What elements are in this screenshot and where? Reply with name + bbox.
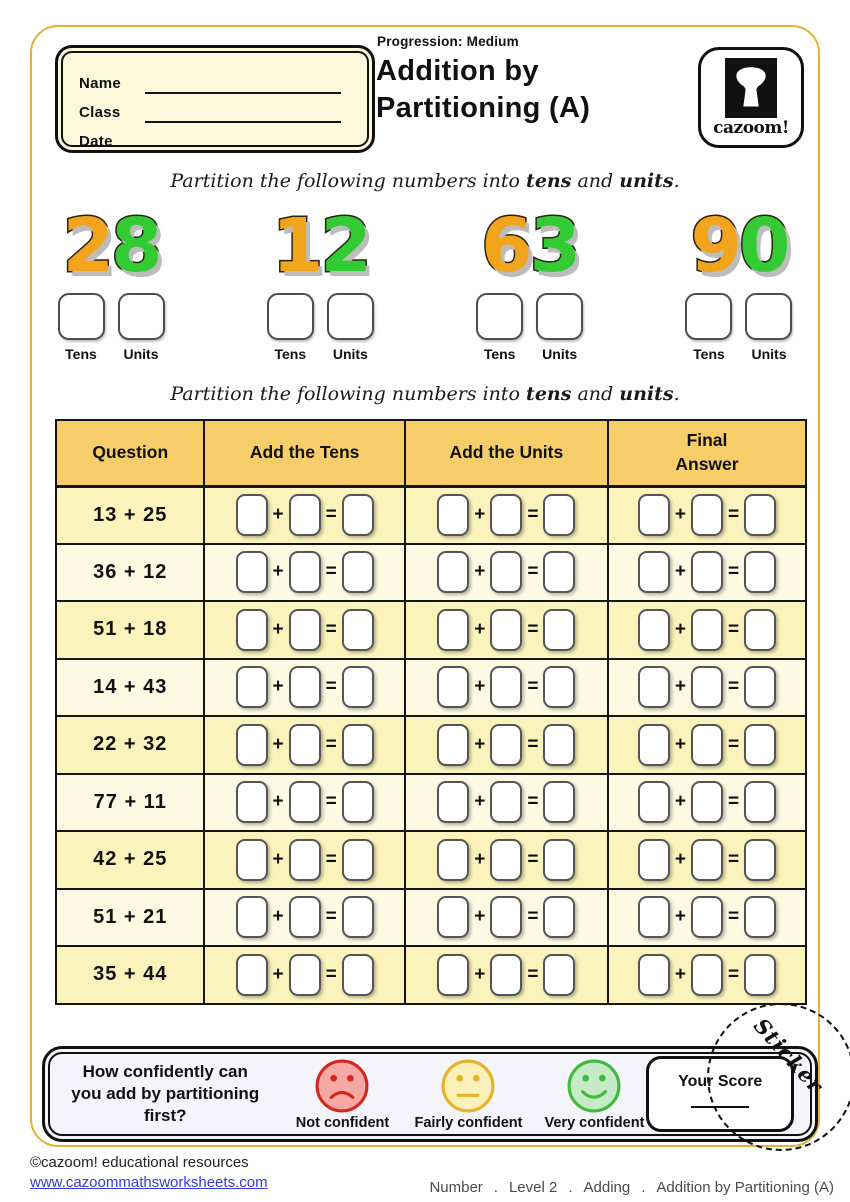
plus-sign: + <box>474 561 486 583</box>
date-label: Date <box>79 133 113 150</box>
partition-number <box>683 202 795 290</box>
sticker-circle <box>707 1003 850 1151</box>
plus-sign: + <box>272 561 284 583</box>
answer-box[interactable] <box>744 954 776 996</box>
plus-sign: + <box>674 848 686 870</box>
plus-sign: + <box>474 676 486 698</box>
answer-box[interactable] <box>490 494 522 536</box>
plus-sign: + <box>474 848 486 870</box>
plus-sign: + <box>674 561 686 583</box>
answer-box[interactable] <box>744 896 776 938</box>
name-label: Name <box>79 75 122 92</box>
answer-box[interactable] <box>490 781 522 823</box>
website-link[interactable]: www.cazoommathsworksheets.com <box>30 1174 268 1191</box>
happy-face-icon <box>566 1058 622 1114</box>
plus-sign: + <box>272 906 284 928</box>
answer-box[interactable] <box>490 839 522 881</box>
question-cell: 36 + 12 <box>56 544 204 602</box>
equals-sign: = <box>325 618 337 640</box>
tens-answer-box[interactable] <box>267 293 314 340</box>
tens-label: Tens <box>65 346 97 362</box>
add-tens-cell <box>204 544 404 602</box>
answer-box[interactable] <box>490 896 522 938</box>
units-answer-box[interactable] <box>327 293 374 340</box>
units-digit: 8 <box>111 203 160 289</box>
tens-digit: 6 <box>481 203 530 289</box>
add-tens-cell <box>204 486 404 544</box>
plus-sign: + <box>272 504 284 525</box>
answer-box[interactable] <box>744 724 776 766</box>
units-answer-box[interactable] <box>118 293 165 340</box>
tens-word: tens <box>526 170 572 192</box>
table-row <box>56 601 806 659</box>
partition-group <box>55 202 167 362</box>
tens-answer-box[interactable] <box>58 293 105 340</box>
progression-level: Progression: Medium <box>377 34 519 49</box>
plus-sign: + <box>474 963 486 985</box>
table-row <box>56 946 806 1004</box>
table-row <box>56 544 806 602</box>
header-question: Question <box>56 420 204 486</box>
answer-box[interactable] <box>437 609 469 651</box>
equals-sign: = <box>527 963 539 985</box>
copyright-text: ©cazoom! educational resources <box>30 1154 249 1171</box>
sad-face-icon <box>314 1058 370 1114</box>
equals-sign: = <box>727 618 740 640</box>
units-word: units <box>619 383 674 405</box>
plus-sign: + <box>674 504 686 525</box>
answer-box[interactable] <box>437 839 469 881</box>
answer-box[interactable] <box>236 609 268 651</box>
equals-sign: = <box>325 561 337 583</box>
final-answer-cell <box>608 544 806 602</box>
tens-label: Tens <box>693 346 725 362</box>
answer-box[interactable] <box>744 781 776 823</box>
tens-answer-box[interactable] <box>685 293 732 340</box>
plus-sign: + <box>272 618 284 640</box>
tens-label: Tens <box>483 346 516 362</box>
equals-sign: = <box>325 963 337 985</box>
answer-box[interactable] <box>691 609 723 651</box>
answer-box[interactable] <box>543 666 575 708</box>
table-header-row <box>56 420 806 486</box>
class-input-line[interactable] <box>145 103 341 123</box>
class-label: Class <box>79 104 121 121</box>
question-cell: 51 + 21 <box>56 889 204 947</box>
logo-wordmark: cazoom! <box>713 118 789 138</box>
question-cell: 13 + 25 <box>56 486 204 544</box>
confidence-bar-inner <box>48 1052 812 1136</box>
units-digit: 0 <box>738 203 788 289</box>
header-final-answer: Final Answer <box>608 420 806 486</box>
add-tens-cell <box>204 716 404 774</box>
partition-number <box>474 202 586 290</box>
table-row <box>56 774 806 832</box>
final-answer-cell <box>608 716 806 774</box>
answer-box[interactable] <box>236 551 268 593</box>
table-row <box>56 716 806 774</box>
answer-box[interactable] <box>236 781 268 823</box>
add-units-cell <box>405 889 608 947</box>
answer-box[interactable] <box>342 724 374 766</box>
plus-sign: + <box>674 676 686 698</box>
title-line-1: Addition by <box>376 55 539 87</box>
final-answer-cell <box>608 889 806 947</box>
answer-box[interactable] <box>236 666 268 708</box>
add-units-cell <box>405 774 608 832</box>
answer-box[interactable] <box>490 724 522 766</box>
plus-sign: + <box>474 791 486 813</box>
answer-box[interactable] <box>638 609 670 651</box>
table-row <box>56 486 806 544</box>
equals-sign: = <box>727 963 740 985</box>
tens-word: tens <box>526 383 572 405</box>
answer-box[interactable] <box>638 494 670 536</box>
question-cell: 51 + 18 <box>56 601 204 659</box>
answer-box[interactable] <box>342 839 374 881</box>
units-label: Units <box>542 346 578 362</box>
answer-box[interactable] <box>744 839 776 881</box>
name-class-date-inner <box>61 51 369 150</box>
period: . <box>673 383 680 405</box>
tens-label: Tens <box>274 346 307 362</box>
footer-credits <box>30 1153 268 1193</box>
units-digit: 3 <box>529 203 579 289</box>
breadcrumb-separator: . <box>493 1179 498 1196</box>
page-title <box>376 53 590 127</box>
add-tens-cell <box>204 774 404 832</box>
answer-box[interactable] <box>236 896 268 938</box>
units-label: Units <box>751 346 787 362</box>
tens-digit: 9 <box>690 203 739 289</box>
final-answer-cell <box>608 774 806 832</box>
plus-sign: + <box>474 906 486 928</box>
answer-box[interactable] <box>543 896 575 938</box>
partition-group <box>683 202 795 362</box>
plus-sign: + <box>272 733 284 755</box>
equals-sign: = <box>727 848 740 870</box>
equals-sign: = <box>527 733 539 755</box>
confidence-option-sad[interactable] <box>290 1058 394 1131</box>
answer-box[interactable] <box>490 609 522 651</box>
title-line-2: Partitioning (A) <box>376 92 591 124</box>
answer-box[interactable] <box>543 551 575 593</box>
add-tens-cell <box>204 946 404 1004</box>
tens-digit: 1 <box>271 203 321 289</box>
units-word: units <box>619 170 674 192</box>
answer-box[interactable] <box>236 724 268 766</box>
score-label: Your Score <box>678 1073 763 1090</box>
table-row <box>56 831 806 889</box>
question-cell: 35 + 44 <box>56 946 204 1004</box>
answer-box[interactable] <box>236 839 268 881</box>
partition-group <box>264 202 376 362</box>
answer-box[interactable] <box>638 724 670 766</box>
equals-sign: = <box>527 848 539 870</box>
equals-sign: = <box>325 676 337 698</box>
equals-sign: = <box>727 791 740 813</box>
instruction-text: Partition the following numbers into <box>170 170 527 192</box>
plus-sign: + <box>474 504 486 525</box>
answer-box[interactable] <box>543 494 575 536</box>
confidence-options <box>290 1058 646 1131</box>
answer-box[interactable] <box>236 954 268 996</box>
add-tens-cell <box>204 831 404 889</box>
answer-box[interactable] <box>342 781 374 823</box>
partition-number <box>55 202 167 290</box>
instruction-text: Partition the following numbers into <box>170 383 527 405</box>
partition-group <box>474 202 586 362</box>
drum-icon <box>725 58 777 118</box>
answer-box[interactable] <box>342 954 374 996</box>
answer-box[interactable] <box>490 666 522 708</box>
plus-sign: + <box>674 791 686 813</box>
confidence-option-label: Very confident <box>544 1114 645 1131</box>
add-tens-cell <box>204 601 404 659</box>
answer-box[interactable] <box>342 896 374 938</box>
answer-box[interactable] <box>490 551 522 593</box>
final-answer-cell <box>608 659 806 717</box>
answer-box[interactable] <box>638 954 670 996</box>
answer-box[interactable] <box>437 494 469 536</box>
sticker-label: Sticker <box>748 1013 829 1098</box>
answer-box[interactable] <box>543 781 575 823</box>
add-units-cell <box>405 659 608 717</box>
answer-box[interactable] <box>289 839 321 881</box>
addition-table <box>55 419 807 1005</box>
header-add-units: Add the Units <box>405 420 608 486</box>
answer-box[interactable] <box>691 666 723 708</box>
answer-box[interactable] <box>342 494 374 536</box>
equals-sign: = <box>527 618 539 640</box>
answer-box[interactable] <box>437 954 469 996</box>
units-answer-box[interactable] <box>536 293 583 340</box>
answer-box[interactable] <box>543 609 575 651</box>
equals-sign: = <box>325 848 337 870</box>
answer-box[interactable] <box>342 551 374 593</box>
final-answer-cell <box>608 601 806 659</box>
tens-answer-box[interactable] <box>476 293 523 340</box>
confidence-option-happy[interactable] <box>542 1058 646 1131</box>
equals-sign: = <box>727 733 740 755</box>
plus-sign: + <box>474 733 486 755</box>
units-label: Units <box>332 346 368 362</box>
answer-box[interactable] <box>691 896 723 938</box>
answer-box[interactable] <box>437 781 469 823</box>
answer-box[interactable] <box>289 666 321 708</box>
equals-sign: = <box>727 561 740 583</box>
plus-sign: + <box>674 618 686 640</box>
question-cell: 77 + 11 <box>56 774 204 832</box>
instruction-partition-1 <box>0 170 850 192</box>
answer-box[interactable] <box>490 954 522 996</box>
answer-box[interactable] <box>744 609 776 651</box>
and-word: and <box>571 170 620 192</box>
answer-box[interactable] <box>437 896 469 938</box>
equals-sign: = <box>325 791 337 813</box>
answer-box[interactable] <box>342 609 374 651</box>
answer-box[interactable] <box>543 839 575 881</box>
name-class-date-box <box>55 45 375 153</box>
answer-box[interactable] <box>691 781 723 823</box>
answer-box[interactable] <box>289 896 321 938</box>
answer-box[interactable] <box>437 666 469 708</box>
answer-box[interactable] <box>744 494 776 536</box>
units-label: Units <box>123 346 159 362</box>
header-add-tens: Add the Tens <box>204 420 404 486</box>
plus-sign: + <box>674 906 686 928</box>
plus-sign: + <box>674 963 686 985</box>
equals-sign: = <box>527 791 539 813</box>
confidence-question: How confidently can you add by partitioning first? <box>71 1061 260 1126</box>
question-cell: 22 + 32 <box>56 716 204 774</box>
equals-sign: = <box>325 906 337 928</box>
equals-sign: = <box>325 504 337 525</box>
units-answer-box[interactable] <box>745 293 792 340</box>
answer-box[interactable] <box>638 666 670 708</box>
question-cell: 42 + 25 <box>56 831 204 889</box>
partition-number <box>264 202 376 290</box>
final-answer-cell <box>608 831 806 889</box>
breadcrumb <box>429 1179 834 1196</box>
answer-box[interactable] <box>691 954 723 996</box>
final-answer-cell <box>608 486 806 544</box>
date-input-line[interactable] <box>145 132 341 152</box>
answer-box[interactable] <box>638 839 670 881</box>
plus-sign: + <box>474 618 486 640</box>
equals-sign: = <box>527 676 539 698</box>
answer-box[interactable] <box>289 494 321 536</box>
period: . <box>673 170 680 192</box>
breadcrumb-separator: . <box>568 1179 573 1196</box>
equals-sign: = <box>527 906 539 928</box>
answer-box[interactable] <box>638 896 670 938</box>
equals-sign: = <box>325 733 337 755</box>
answer-box[interactable] <box>236 494 268 536</box>
answer-box[interactable] <box>437 551 469 593</box>
answer-box[interactable] <box>691 724 723 766</box>
equals-sign: = <box>727 676 740 698</box>
equals-sign: = <box>527 504 539 525</box>
answer-box[interactable] <box>543 954 575 996</box>
breadcrumb-item: Level 2 <box>508 1179 558 1196</box>
neutral-face-icon <box>440 1058 496 1114</box>
partition-row <box>55 202 795 362</box>
add-units-cell <box>405 831 608 889</box>
answer-box[interactable] <box>744 666 776 708</box>
answer-box[interactable] <box>691 494 723 536</box>
table-row <box>56 659 806 717</box>
answer-box[interactable] <box>289 724 321 766</box>
answer-box[interactable] <box>289 551 321 593</box>
answer-box[interactable] <box>289 781 321 823</box>
add-units-cell <box>405 544 608 602</box>
instruction-partition-2 <box>0 383 850 405</box>
add-units-cell <box>405 601 608 659</box>
name-input-line[interactable] <box>145 74 341 94</box>
add-units-cell <box>405 486 608 544</box>
answer-box[interactable] <box>289 954 321 996</box>
equals-sign: = <box>727 906 740 928</box>
plus-sign: + <box>674 733 686 755</box>
plus-sign: + <box>272 848 284 870</box>
answer-box[interactable] <box>289 609 321 651</box>
cazoom-logo <box>698 47 804 148</box>
answer-box[interactable] <box>543 724 575 766</box>
equals-sign: = <box>527 561 539 583</box>
add-units-cell <box>405 716 608 774</box>
confidence-bar <box>42 1046 818 1142</box>
answer-box[interactable] <box>691 551 723 593</box>
and-word: and <box>571 383 620 405</box>
add-units-cell <box>405 946 608 1004</box>
confidence-option-label: Fairly confident <box>414 1114 523 1131</box>
plus-sign: + <box>272 963 284 985</box>
plus-sign: + <box>272 791 284 813</box>
answer-box[interactable] <box>342 666 374 708</box>
equals-sign: = <box>727 504 740 525</box>
final-answer-cell <box>608 946 806 1004</box>
table-row <box>56 889 806 947</box>
tens-digit: 2 <box>62 203 111 289</box>
breadcrumb-item: Addition by Partitioning (A) <box>656 1179 834 1196</box>
answer-box[interactable] <box>638 551 670 593</box>
answer-box[interactable] <box>691 839 723 881</box>
units-digit: 2 <box>320 203 369 289</box>
breadcrumb-item: Number <box>429 1179 483 1196</box>
plus-sign: + <box>272 676 284 698</box>
add-tens-cell <box>204 889 404 947</box>
add-tens-cell <box>204 659 404 717</box>
confidence-option-label: Not confident <box>295 1114 390 1131</box>
answer-box[interactable] <box>744 551 776 593</box>
confidence-option-neutral[interactable] <box>414 1058 522 1131</box>
breadcrumb-separator: . <box>641 1179 646 1196</box>
answer-box[interactable] <box>638 781 670 823</box>
breadcrumb-item: Adding <box>583 1179 631 1196</box>
question-cell: 14 + 43 <box>56 659 204 717</box>
answer-box[interactable] <box>437 724 469 766</box>
